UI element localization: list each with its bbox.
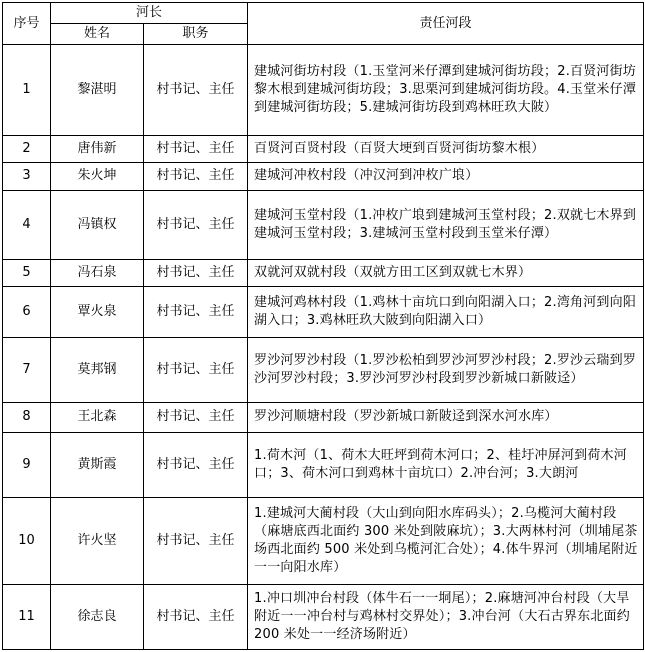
section-cell: 1.建城河大蔺村段（大山到向阳水库码头）；2.乌榄河大蔺村段（麻塘底西北面约 300 米处到陂麻坑）；3.大两林村河（圳埔尾茶场西北面约 500 米处到乌榄河汇合处）；4.体牛界河（圳埔尾附近一一向阳水库） [248, 497, 644, 584]
river-chief-table [2, 2, 644, 650]
table-row [3, 287, 644, 338]
position-cell: 村书记、主任 [144, 136, 248, 162]
section-cell: 1.荷木河（1、荷木大旺坪到荷木河口；2、桂圩冲屏河到荷木河口；3、荷木河口到鸡林十亩坑口）2.冲台河；3.大朗河 [248, 433, 644, 498]
table-row [3, 337, 644, 402]
seq-cell: 7 [3, 337, 51, 402]
seq-cell: 11 [3, 585, 51, 650]
seq-cell: 10 [3, 497, 51, 584]
name-cell: 冯石泉 [51, 259, 144, 286]
name-cell: 朱火坤 [51, 162, 144, 190]
name-cell: 王北森 [51, 402, 144, 432]
seq-cell: 3 [3, 162, 51, 190]
seq-cell: 5 [3, 259, 51, 286]
name-cell: 许火坚 [51, 497, 144, 584]
position-cell: 村书记、主任 [144, 585, 248, 650]
section-cell: 1.冲口圳冲台村段（体牛石一一垌尾）；2.麻塘河冲台村段（大旱附近一一冲台村与鸡林村交界处）；3.冲台河（大石古界东北面约 200 米处一一经济场附近） [248, 585, 644, 650]
section-cell: 建城河鸡林村段（1.鸡林十亩坑口到向阳湖入口；2.湾角河到向阳湖入口；3.鸡林旺玖大陂到向阳湖入口） [248, 287, 644, 338]
name-cell: 黄斯霞 [51, 433, 144, 498]
position-cell: 村书记、主任 [144, 259, 248, 286]
table-row [3, 259, 644, 286]
name-cell: 覃火泉 [51, 287, 144, 338]
name-header: 姓名 [51, 24, 144, 45]
name-cell: 莫邦钢 [51, 337, 144, 402]
table-row [3, 190, 644, 259]
section-cell: 罗沙河罗沙村段（1.罗沙松柏到罗沙河罗沙村段；2.罗沙云瑞到罗沙河罗沙村段；3.罗沙河罗沙村段到罗沙新城口新陂迳） [248, 337, 644, 402]
seq-cell: 8 [3, 402, 51, 432]
position-cell: 村书记、主任 [144, 497, 248, 584]
name-cell: 冯镇权 [51, 190, 144, 259]
position-header: 职务 [144, 24, 248, 45]
table-row [3, 162, 644, 190]
table-row [3, 402, 644, 432]
name-cell: 黎湛明 [51, 45, 144, 136]
header-row-1 [3, 3, 644, 24]
position-cell: 村书记、主任 [144, 287, 248, 338]
position-cell: 村书记、主任 [144, 337, 248, 402]
section-cell: 建城河街坊村段（1.玉堂河米仔潭到建城河街坊段；2.百贤河街坊黎木根到建城河街坊段；3.思栗河到建城河街坊段。4.玉堂米仔潭到建城河街坊段；5.建城河街坊段到鸡林旺玖大陂） [248, 45, 644, 136]
position-cell: 村书记、主任 [144, 45, 248, 136]
position-cell: 村书记、主任 [144, 162, 248, 190]
seq-cell: 1 [3, 45, 51, 136]
section-header: 责任河段 [248, 3, 644, 45]
seq-cell: 4 [3, 190, 51, 259]
position-cell: 村书记、主任 [144, 190, 248, 259]
seq-cell: 6 [3, 287, 51, 338]
name-cell: 唐伟新 [51, 136, 144, 162]
table-row [3, 136, 644, 162]
position-cell: 村书记、主任 [144, 433, 248, 498]
river-chief-header: 河长 [51, 3, 248, 24]
name-cell: 徐志良 [51, 585, 144, 650]
section-cell: 建城河冲枚村段（冲汉河到冲枚广埌） [248, 162, 644, 190]
section-cell: 双就河双就村段（双就方田工区到双就七木界） [248, 259, 644, 286]
section-cell: 罗沙河顺塘村段（罗沙新城口新陂迳到深水河水库） [248, 402, 644, 432]
seq-cell: 2 [3, 136, 51, 162]
section-cell: 建城河玉堂村段（1.冲枚广埌到建城河玉堂村段；2.双就七木界到建城河玉堂村段；3.建城河玉堂村段到玉堂米仔潭） [248, 190, 644, 259]
position-cell: 村书记、主任 [144, 402, 248, 432]
section-cell: 百贤河百贤村段（百贤大埂到百贤河街坊黎木根） [248, 136, 644, 162]
table-row [3, 497, 644, 584]
table-row [3, 45, 644, 136]
seq-cell: 9 [3, 433, 51, 498]
table-row [3, 433, 644, 498]
table-row [3, 585, 644, 650]
seq-header: 序号 [3, 3, 51, 45]
